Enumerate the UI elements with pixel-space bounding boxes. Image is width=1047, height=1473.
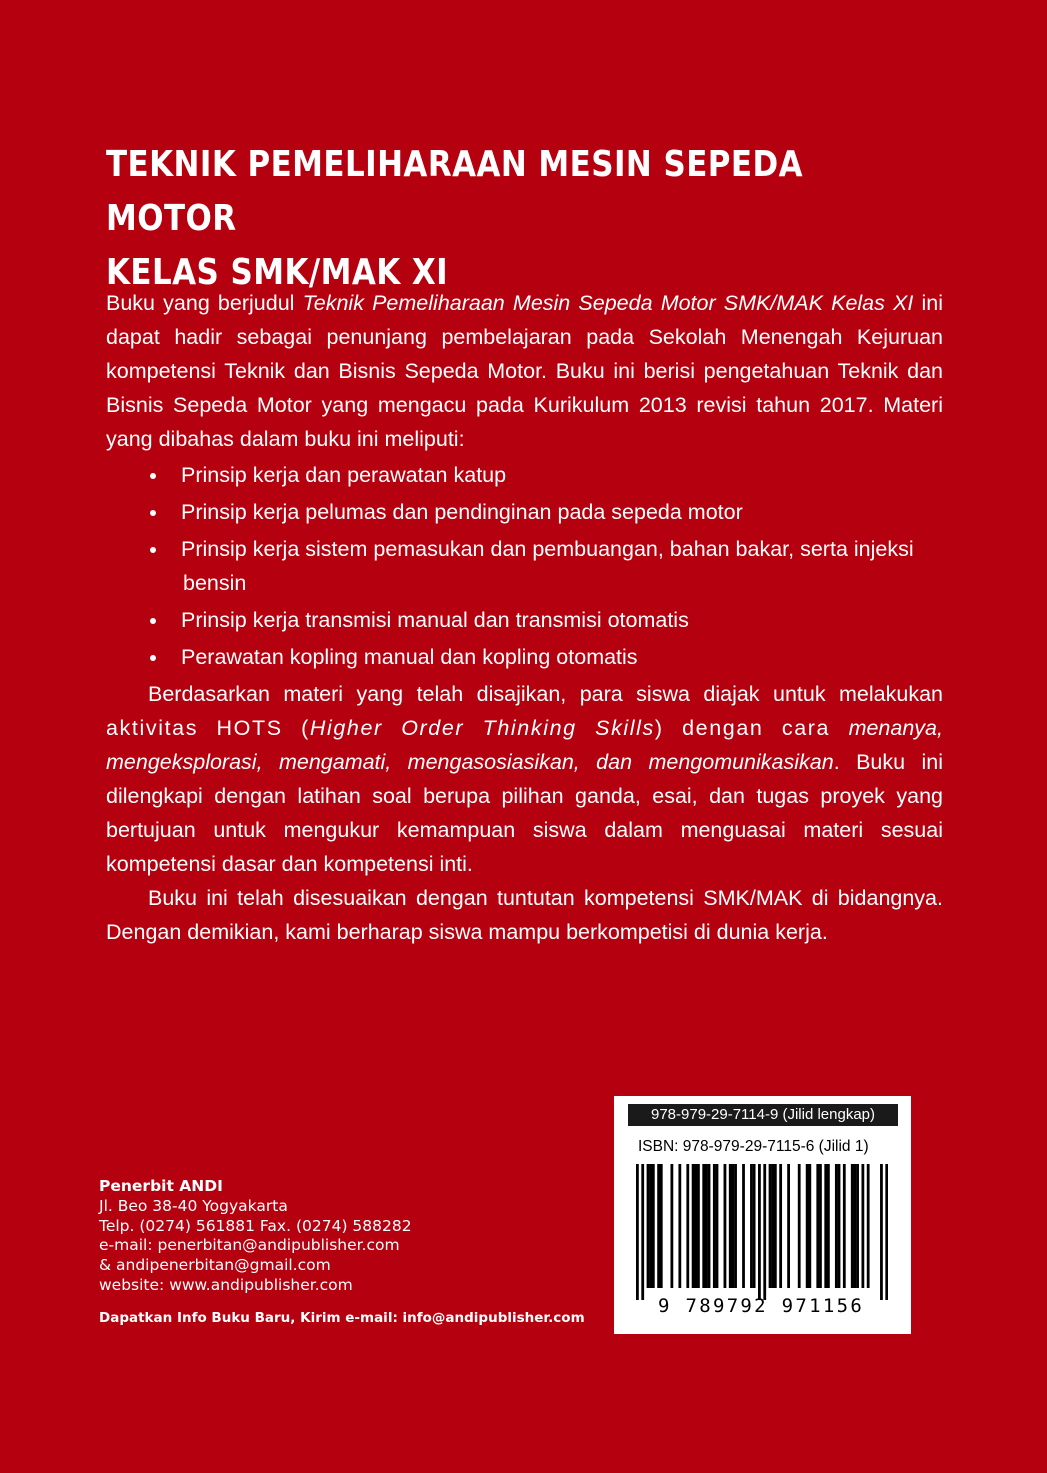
hots-text-3: . Buku ini dilengkapi dengan latihan soal berupa pilihan ganda, esai, dan tugas proyek yang bertujuan untuk mengukur kemampuan siswa dalam menguasai materi sesuai kompetensi dasar dan kompetensi inti. — [106, 750, 943, 876]
barcode-bar — [861, 1164, 864, 1288]
publisher-website: website: www.andipublisher.com — [99, 1275, 353, 1294]
barcode-bar — [763, 1164, 766, 1300]
barcode-bar — [641, 1164, 644, 1300]
list-item-text: Prinsip kerja sistem pemasukan dan pembuangan, bahan bakar, serta injeksi — [181, 537, 914, 561]
list-item-continuation: bensin — [183, 571, 247, 595]
barcode-bar — [851, 1164, 854, 1288]
barcode-bar — [843, 1164, 846, 1288]
barcode-bar — [731, 1164, 734, 1288]
barcode-bar — [647, 1164, 650, 1288]
barcode-bar — [657, 1164, 660, 1288]
barcode-bar — [750, 1164, 753, 1288]
barcode-bar — [798, 1164, 801, 1288]
list-item — [106, 458, 943, 492]
barcode-bar — [774, 1164, 777, 1288]
hots-paragraph — [106, 677, 943, 881]
barcode-bar — [649, 1164, 652, 1288]
isbn-set-label: 978-979-29-7114-9 (Jilid lengkap) — [628, 1104, 898, 1126]
barcode-bar — [769, 1164, 772, 1288]
barcode-bar — [816, 1164, 819, 1288]
barcode-bar — [670, 1164, 673, 1288]
topic-list — [106, 458, 943, 674]
barcode-digits: 9 789792 971156 — [658, 1295, 865, 1317]
barcode-bar — [702, 1164, 705, 1288]
barcode-bar — [678, 1164, 681, 1288]
isbn-box — [614, 1096, 911, 1334]
book-title-italic: Teknik Pemeliharaan Mesin Sepeda Motor SMK/MAK Kelas XI — [302, 291, 914, 315]
title-line-2: KELAS SMK/MAK XI — [106, 252, 449, 293]
barcode-bar — [652, 1164, 655, 1288]
barcode-bar — [838, 1164, 841, 1288]
barcode-bar — [835, 1164, 838, 1288]
barcode-bar — [819, 1164, 822, 1288]
barcode-bar — [692, 1164, 695, 1288]
barcode-bar — [806, 1164, 809, 1288]
barcode-bar — [713, 1164, 716, 1288]
barcode-bar — [771, 1164, 774, 1288]
barcode-bar — [716, 1164, 719, 1288]
barcode-bar — [753, 1164, 756, 1288]
intro-lead: Buku yang berjudul — [106, 291, 303, 315]
barcode-bar — [787, 1164, 790, 1288]
barcode-bar — [686, 1164, 689, 1288]
cover-title — [106, 138, 863, 300]
publisher-name: Penerbit ANDI — [99, 1177, 223, 1195]
publisher-info — [99, 1177, 412, 1296]
closing-paragraph: Buku ini telah disesuaikan dengan tuntutan kompetensi SMK/MAK di bidangnya. Dengan demikian, kami berharap siswa mampu berkompetisi di dunia kerja. — [106, 886, 943, 944]
barcode-bar — [867, 1164, 870, 1288]
barcode-bar — [808, 1164, 811, 1288]
barcode-bar — [660, 1164, 663, 1288]
list-item-text: Prinsip kerja pelumas dan pendinginan pada sepeda motor — [181, 500, 743, 524]
barcode-bar — [880, 1164, 883, 1300]
barcode-bar — [694, 1164, 697, 1288]
hots-expansion: Higher Order Thinking Skills — [309, 716, 655, 740]
title-line-1: TEKNIK PEMELIHARAAN MESIN SEPEDA MOTOR — [106, 144, 804, 239]
list-item-text: Perawatan kopling manual dan kopling otomatis — [181, 645, 638, 669]
barcode-icon — [636, 1164, 888, 1300]
barcode-bar — [697, 1164, 700, 1288]
barcode-bar — [885, 1164, 888, 1300]
barcode-bar — [758, 1164, 761, 1300]
barcode-bar — [729, 1164, 732, 1288]
barcode-bar — [854, 1164, 857, 1288]
publisher-email: e-mail: penerbitan@andipublisher.com — [99, 1236, 400, 1255]
barcode-bar — [779, 1164, 782, 1288]
barcode-bar — [827, 1164, 830, 1288]
barcode-bar — [824, 1164, 827, 1288]
activities-italic: menanya, mengeksplorasi, mengamati, mengasosiasikan, dan mengomunikasikan — [106, 716, 943, 774]
promo-text: Dapatkan Info Buku Baru, Kirim e-mail: info@andipublisher.com — [99, 1310, 585, 1326]
barcode-bar — [734, 1164, 737, 1288]
publisher-email-2: & andipenerbitan@gmail.com — [99, 1256, 331, 1275]
isbn-volume-label: ISBN: 978-979-29-7115-6 (Jilid 1) — [638, 1138, 869, 1155]
barcode-bar — [708, 1164, 711, 1288]
publisher-phone: Telp. (0274) 561881 Fax. (0274) 588282 — [99, 1216, 412, 1235]
barcode-bar — [856, 1164, 859, 1288]
list-item-text: Prinsip kerja transmisi manual dan transmisi otomatis — [181, 608, 689, 632]
intro-rest: ini dapat hadir sebagai penunjang pembelajaran pada Sekolah Menengah Kejuruan kompetensi Teknik dan Bisnis Sepeda Motor. Buku ini berisi pengetahuan Teknik dan Bisnis Sepeda Motor yang mengacu pada Kurikulum 2013 revisi tahun 2017. Materi yang dibahas dalam buku ini meliputi: — [106, 291, 944, 451]
barcode-bar — [724, 1164, 727, 1288]
list-item — [106, 495, 943, 529]
list-item — [106, 532, 943, 600]
list-item-text: Prinsip kerja dan perawatan katup — [181, 463, 507, 487]
hots-text-1: Berdasarkan materi yang telah disajikan, para siswa diajak untuk melakukan — [148, 682, 943, 706]
intro-paragraph — [106, 286, 943, 456]
hots-label: aktivitas HOTS ( — [106, 716, 310, 740]
hots-text-2: ) dengan cara — [654, 716, 849, 740]
list-item — [106, 640, 943, 674]
hots-line — [106, 716, 849, 740]
publisher-address: Jl. Beo 38-40 Yogyakarta — [99, 1196, 288, 1215]
barcode-bar — [705, 1164, 708, 1288]
description — [106, 286, 943, 949]
list-item — [106, 603, 943, 637]
barcode-bar — [636, 1164, 639, 1300]
barcode-bar — [742, 1164, 745, 1288]
